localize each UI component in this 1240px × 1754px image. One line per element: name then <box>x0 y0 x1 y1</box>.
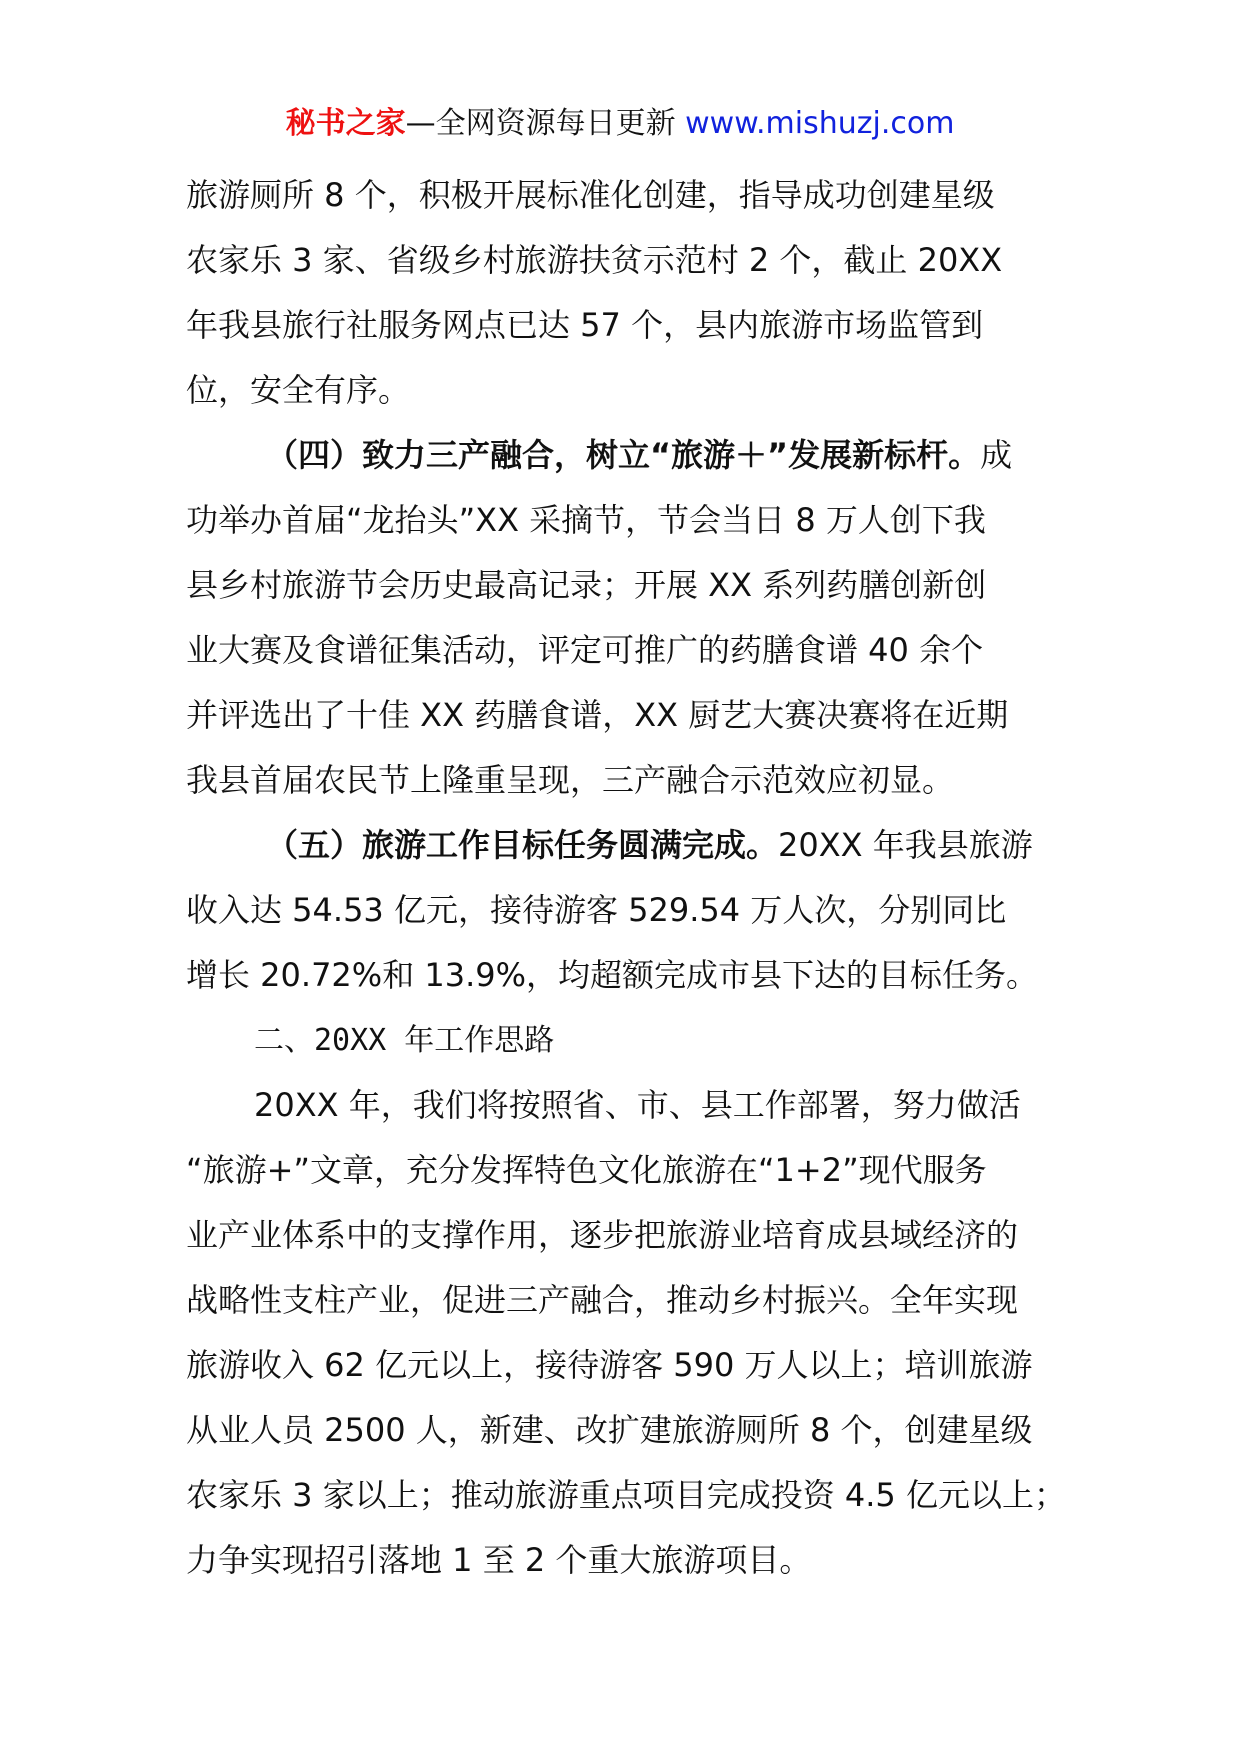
body-line: 年我县旅行社服务网点已达 57 个，县内旅游市场监管到 <box>186 306 984 344</box>
body-line: 力争实现招引落地 1 至 2 个重大旅游项目。 <box>186 1541 812 1579</box>
page-header <box>0 100 1240 148</box>
body-line: 业大赛及食谱征集活动，评定可推广的药膳食谱 40 余个 <box>186 631 984 669</box>
body-text: 20XX 年我县旅游 <box>778 826 1033 864</box>
section-heading-four: （四）致力三产融合，树立“旅游＋”发展新标杆。 <box>266 436 981 474</box>
section-title-two: 二、20XX 年工作思路 <box>254 1023 555 1058</box>
header-brand: 秘书之家 <box>285 106 406 141</box>
body-line: 增长 20.72%和 13.9%，均超额完成市县下达的目标任务。 <box>186 956 1039 994</box>
body-line: 位，安全有序。 <box>186 371 411 409</box>
body-line: “旅游+”文章，充分发挥特色文化旅游在“1+2”现代服务 <box>186 1151 987 1189</box>
body-line: 旅游厕所 8 个，积极开展标准化创建，指导成功创建星级 <box>186 176 995 214</box>
section-heading-five: （五）旅游工作目标任务圆满完成。 <box>266 826 779 864</box>
header-url[interactable]: www.mishuzj.com <box>685 106 955 141</box>
body-line: 业产业体系中的支撑作用，逐步把旅游业培育成县域经济的 <box>186 1216 1019 1254</box>
paragraph-five-first-line <box>186 813 1106 878</box>
body-line: 农家乐 3 家、省级乡村旅游扶贫示范村 2 个，截止 20XX <box>186 241 1003 279</box>
body-line: 20XX 年，我们将按照省、市、县工作部署，努力做活 <box>254 1086 1021 1124</box>
body-line: 农家乐 3 家以上；推动旅游重点项目完成投资 4.5 亿元以上； <box>186 1476 1066 1514</box>
body-line: 从业人员 2500 人，新建、改扩建旅游厕所 8 个，创建星级 <box>186 1411 1033 1449</box>
body-line: 功举办首届“龙抬头”XX 采摘节，节会当日 8 万人创下我 <box>186 501 986 539</box>
body-line: 县乡村旅游节会历史最高记录；开展 XX 系列药膳创新创 <box>186 566 987 604</box>
document-body <box>186 163 1106 1593</box>
body-text: 成 <box>980 436 1013 474</box>
body-line: 我县首届农民节上隆重呈现，三产融合示范效应初显。 <box>186 761 955 799</box>
paragraph-four-first-line <box>186 423 1106 488</box>
body-line: 旅游收入 62 亿元以上，接待游客 590 万人以上；培训旅游 <box>186 1346 1033 1384</box>
body-line: 并评选出了十佳 XX 药膳食谱，XX 厨艺大赛决赛将在近期 <box>186 696 1009 734</box>
body-line: 战略性支柱产业，促进三产融合，推动乡村振兴。全年实现 <box>186 1281 1019 1319</box>
header-tagline: —全网资源每日更新 <box>405 106 686 141</box>
body-line: 收入达 54.53 亿元，接待游客 529.54 万人次，分别同比 <box>186 891 1007 929</box>
